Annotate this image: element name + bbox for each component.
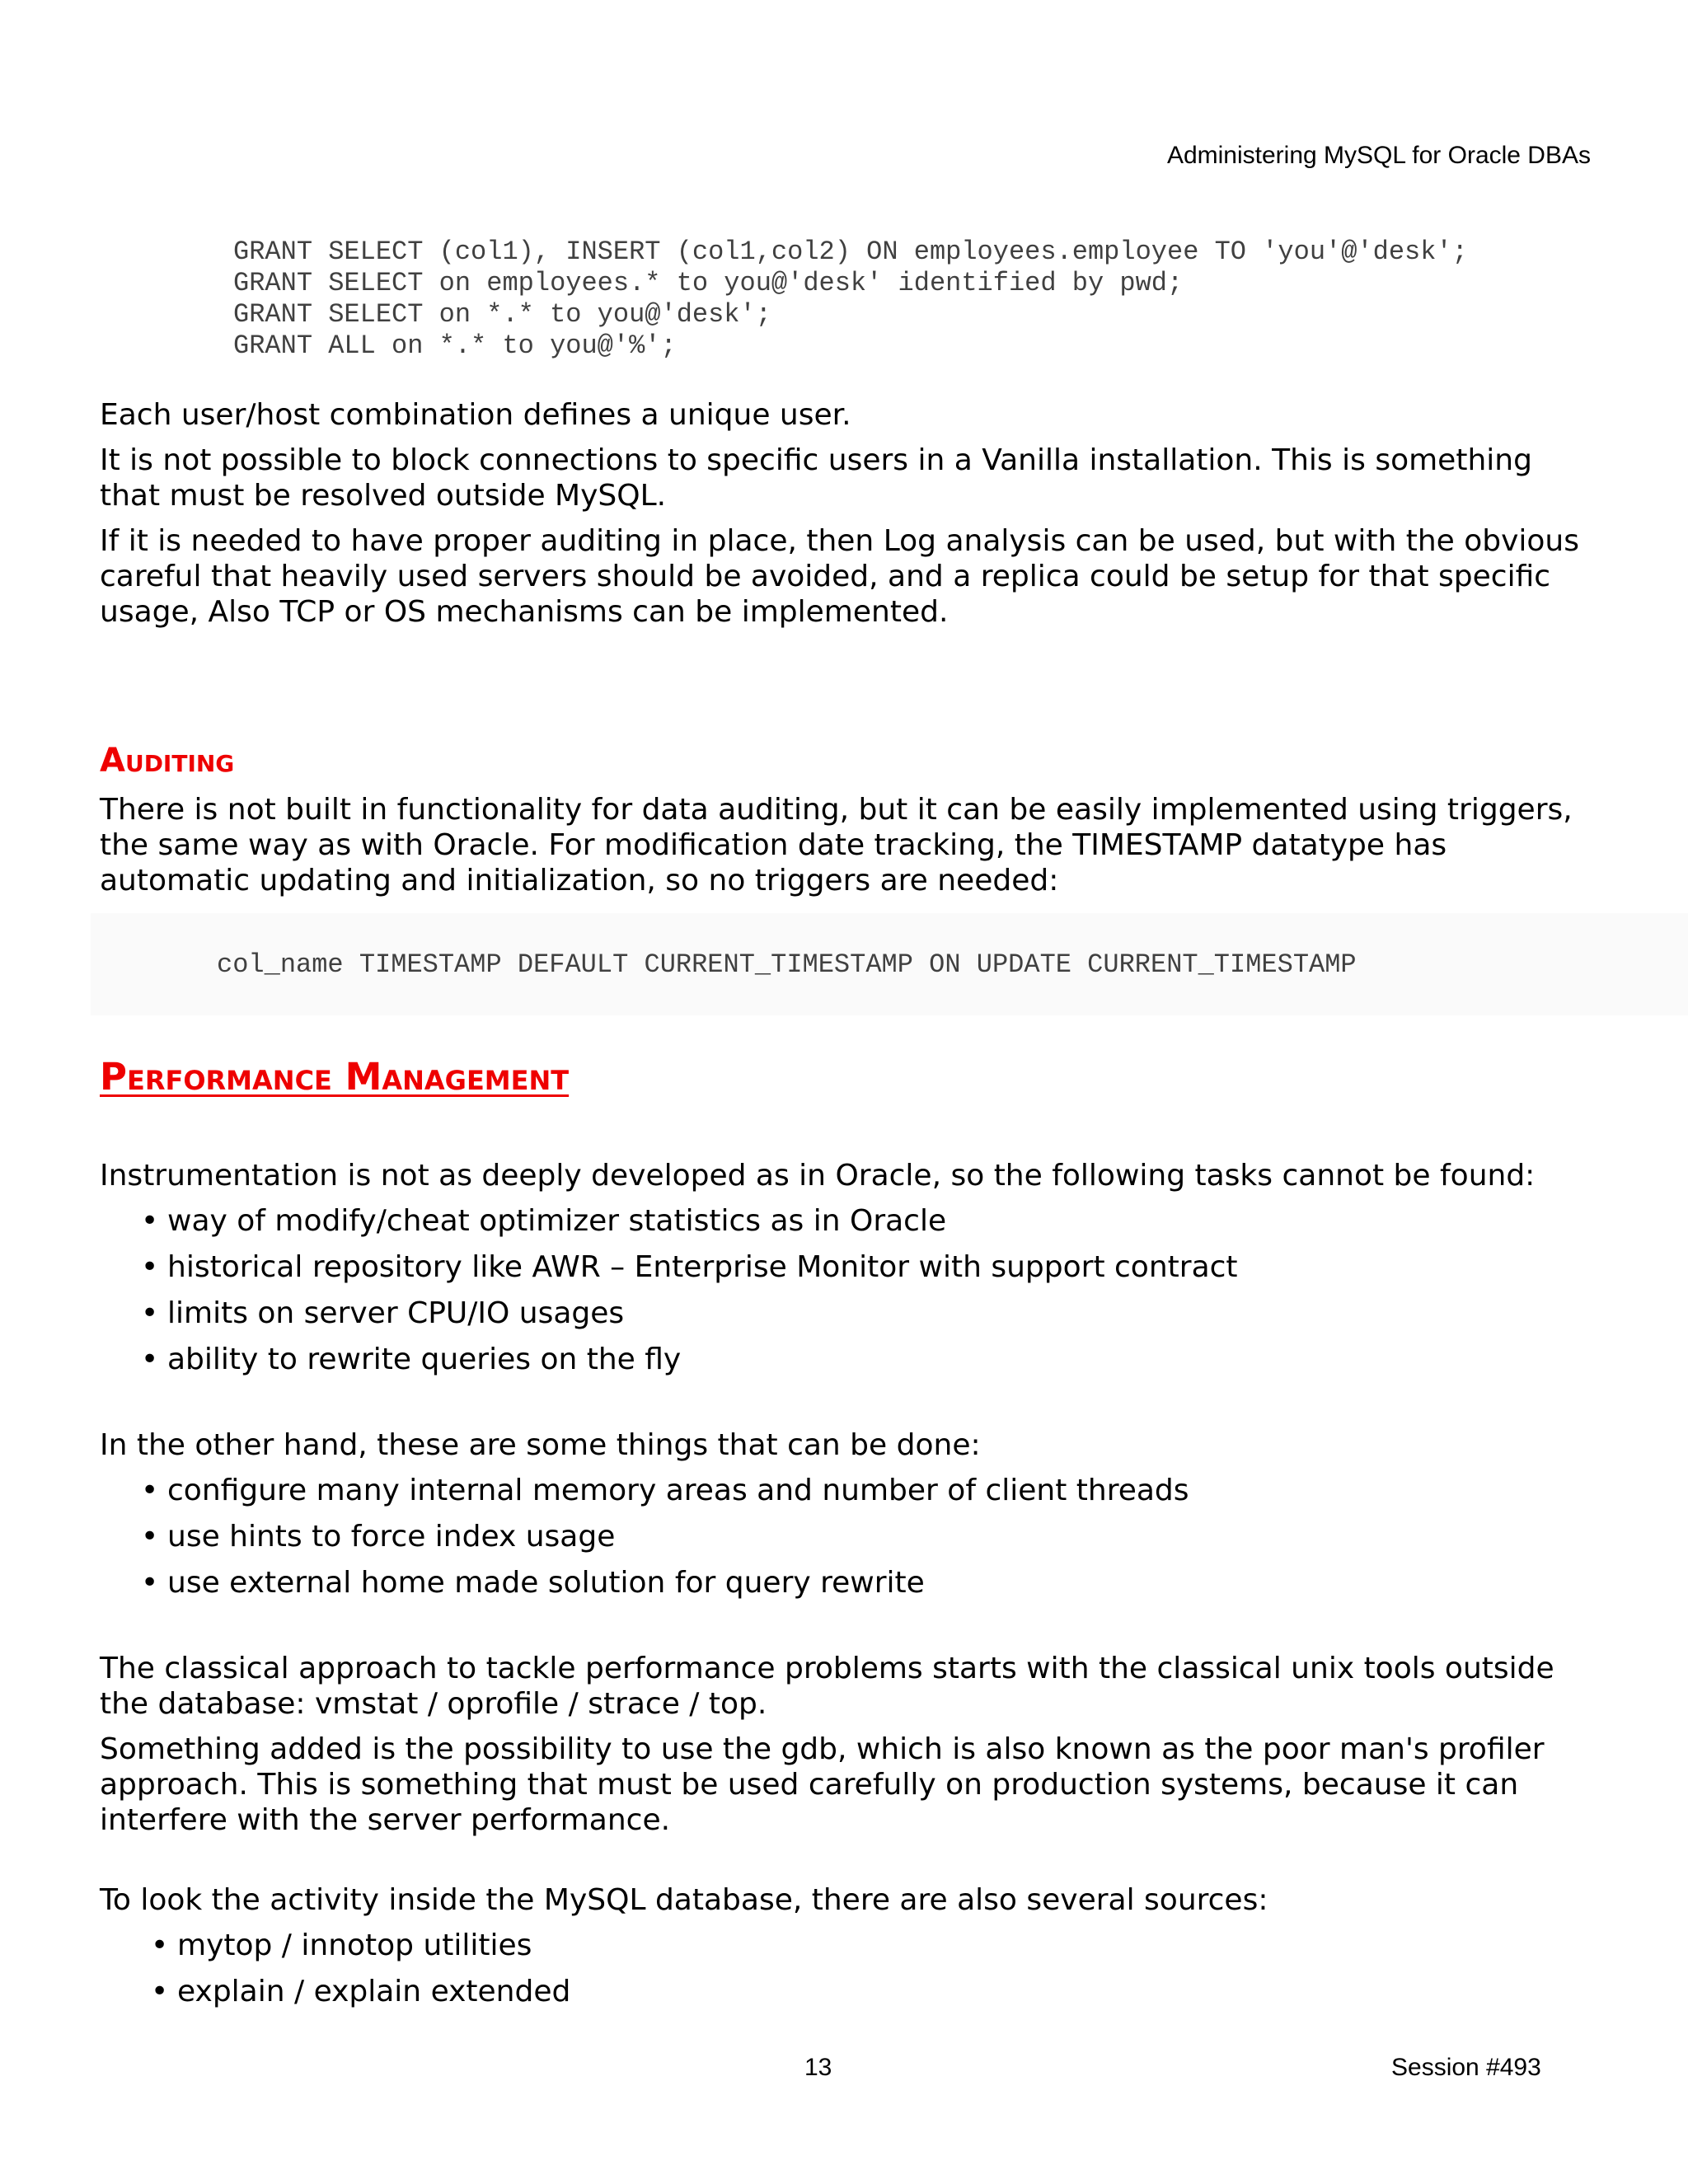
code-line: GRANT SELECT on *.* to you@'desk'; (233, 299, 771, 330)
session-label: Session #493 (1391, 2054, 1541, 2081)
list-item: • mytop / innotop utilities (100, 1923, 1600, 1969)
list-item: • historical repository like AWR – Enterprise Monitor with support contract (100, 1244, 1600, 1291)
page-number: 13 (804, 2054, 832, 2081)
performance-heading: Performance Management (100, 1055, 570, 1099)
paragraph: It is not possible to block connections to specific users in a Vanilla installation. This is something that must be resolved outside MySQL. (100, 443, 1532, 513)
sources-list (100, 1923, 1600, 2015)
grant-code-block (233, 237, 1468, 362)
intro-section (100, 397, 1600, 630)
list-item: • use external home made solution for query rewrite (100, 1560, 1600, 1606)
code-line: GRANT SELECT on employees.* to you@'desk' identified by pwd; (233, 268, 1184, 298)
can-list (100, 1468, 1600, 1606)
cannot-list (100, 1198, 1600, 1383)
code-line: GRANT SELECT (col1), INSERT (col1,col2) ON employees.employee TO 'you'@'desk'; (233, 237, 1468, 267)
list-item: • explain / explain extended (100, 1969, 1600, 2015)
auditing-text (100, 792, 1600, 898)
auditing-heading: Auditing (100, 742, 235, 780)
paragraph: Instrumentation is not as deeply developed as in Oracle, so the following tasks cannot be found: (100, 1159, 1536, 1193)
list-item: • ability to rewrite queries on the fly (100, 1337, 1600, 1383)
paragraph: If it is needed to have proper auditing in place, then Log analysis can be used, but with the obvious careful that heavily used servers should be avoided, and a replica could be setup for that specific usage, Also TCP or OS mechanisms can be implemented. (100, 524, 1580, 629)
list-item: • use hints to force index usage (100, 1514, 1600, 1560)
paragraph: To look the activity inside the MySQL database, there are also several sources: (100, 1883, 1268, 1917)
running-header: Administering MySQL for Oracle DBAs (1166, 142, 1591, 169)
list-item: • way of modify/cheat optimizer statistics as in Oracle (100, 1198, 1600, 1244)
timestamp-code: col_name TIMESTAMP DEFAULT CURRENT_TIMESTAMP ON UPDATE CURRENT_TIMESTAMP (217, 949, 1357, 980)
paragraph: The classical approach to tackle performance problems starts with the classical unix tools outside the database: vmstat / oprofile / strace / top. (100, 1652, 1554, 1721)
performance-section (100, 1158, 1600, 2015)
paragraph: In the other hand, these are some things that can be done: (100, 1428, 981, 1462)
list-item: • limits on server CPU/IO usages (100, 1291, 1600, 1337)
paragraph: There is not built in functionality for data auditing, but it can be easily implemented using triggers, the same way as with Oracle. For modification date tracking, the TIMESTAMP datatype has automatic updating and initialization, so no triggers are needed: (100, 793, 1573, 898)
list-item: • configure many internal memory areas and number of client threads (100, 1468, 1600, 1514)
paragraph: Each user/host combination defines a unique user. (100, 398, 851, 432)
paragraph: Something added is the possibility to use the gdb, which is also known as the poor man's profiler approach. This is something that must be used carefully on production systems, because it can interfere with the server performance. (100, 1732, 1545, 1837)
code-line: GRANT ALL on *.* to you@'%'; (233, 330, 677, 361)
